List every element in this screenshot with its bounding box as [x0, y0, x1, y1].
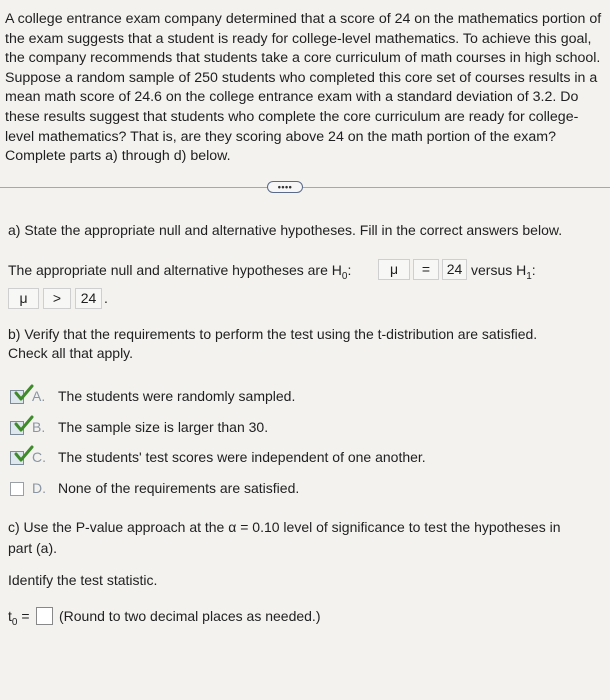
checkmark-icon	[14, 415, 34, 433]
h0-colon: :	[347, 262, 352, 278]
option-a-letter: A.	[32, 388, 46, 404]
option-c-letter: C.	[32, 449, 46, 465]
h0-subscript: 0	[341, 270, 348, 282]
part-b-prompt: b) Verify that the requirements to perform the test using the t-distribution are satisfied.	[8, 326, 538, 342]
option-d-letter: D.	[32, 480, 46, 496]
part-b-instruction: Check all that apply.	[8, 345, 134, 361]
checkmark-icon	[14, 384, 34, 402]
h1-parameter-box[interactable]: μ	[8, 288, 39, 309]
identify-statistic: Identify the test statistic.	[8, 572, 158, 588]
h1-operator-box[interactable]: >	[43, 288, 71, 309]
h1-period: .	[104, 290, 108, 306]
hypotheses-lead-text: The appropriate null and alternative hypotheses are H	[8, 262, 342, 278]
t-subscript: 0	[11, 616, 18, 628]
problem-statement: A college entrance exam company determined that a score of 24 on the mathematics portion of the exam suggests that a student is ready for college-level mathematics. To achieve this goal, the company recommends that students take a core curriculum of math courses in high school. Suppose a random sample of 250 students who completed this core set of courses results in a mean math score of 24.6 on the college entrance exam with a standard deviation of 3.2. Do these results suggest that students who complete the core curriculum are ready for college-level mathematics? That is, are they scoring above 24 on the math portion of the exam? Complete parts a) through d) below.	[5, 11, 602, 165]
option-b-text: The sample size is larger than 30.	[58, 419, 269, 435]
h0-parameter-box[interactable]: μ	[378, 259, 410, 280]
t0-label	[8, 608, 30, 628]
checkbox-d[interactable]	[10, 482, 24, 496]
option-a-text: The students were randomly sampled.	[58, 388, 296, 404]
checkmark-icon	[14, 445, 34, 463]
expand-more-button[interactable]: ••••	[267, 181, 303, 193]
section-divider	[0, 187, 610, 188]
option-d-text: None of the requirements are satisfied.	[58, 480, 300, 496]
option-c-text: The students' test scores were independent of one another.	[58, 449, 426, 465]
versus-text: versus H	[471, 262, 527, 278]
versus-label	[471, 262, 536, 282]
t-equals: =	[17, 608, 30, 624]
test-statistic-input[interactable]	[36, 607, 53, 625]
h1-subscript: 1	[526, 270, 532, 282]
h0-value-box[interactable]: 24	[442, 259, 467, 280]
part-c-prompt-cont: part (a).	[8, 540, 58, 556]
h0-operator-box[interactable]: =	[413, 259, 439, 280]
t-symbol: t	[8, 608, 12, 624]
h1-colon: :	[531, 262, 536, 278]
h1-value-box[interactable]: 24	[75, 288, 102, 309]
part-a-prompt: a) State the appropriate null and alternative hypotheses. Fill in the correct answers below.	[8, 222, 563, 238]
option-b-letter: B.	[32, 419, 46, 435]
rounding-hint: (Round to two decimal places as needed.)	[59, 608, 321, 624]
hypotheses-lead	[8, 262, 351, 282]
part-c-prompt: c) Use the P-value approach at the α = 0.10 level of significance to test the hypotheses in	[8, 519, 561, 535]
